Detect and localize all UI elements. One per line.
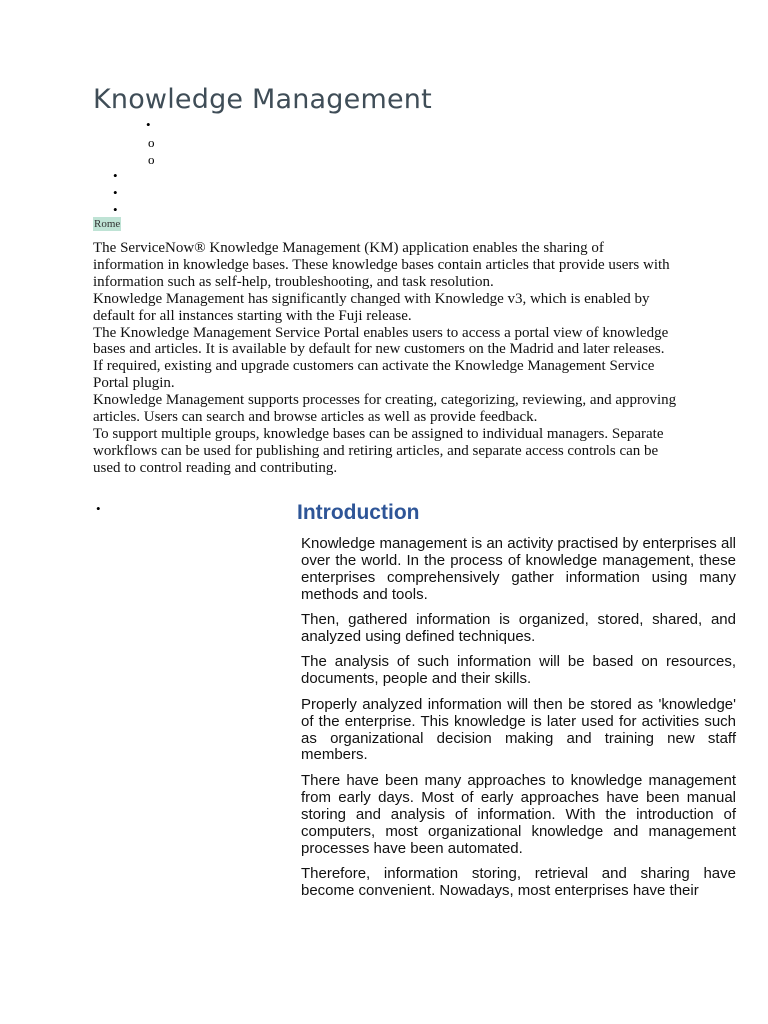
list-bullet-sub: o bbox=[148, 152, 155, 167]
section-heading: Introduction bbox=[297, 501, 420, 524]
intro-paragraph: Then, gathered information is organized, stored, shared, and analyzed using defined techniques. bbox=[301, 611, 736, 646]
list-bullet: • bbox=[113, 202, 118, 217]
intro-paragraph: Knowledge management is an activity practised by enterprises all over the world. In the process of knowledge management, these enterprises comprehensively gather information using many methods and tools. bbox=[301, 535, 736, 603]
intro-paragraph: Therefore, information storing, retrieval and sharing have become convenient. Nowadays, most enterprises have their bbox=[301, 864, 736, 899]
summary-paragraph: The Knowledge Management Service Portal enables users to access a portal view of knowledge bases and articles. It is available by default for new customers on the Madrid and later releases. If required, existing and upgrade customers can activate the Knowledge Management Service Portal plugin. bbox=[93, 324, 669, 392]
list-bullet-sub: o bbox=[148, 135, 155, 150]
summary-paragraph: Knowledge Management has significantly changed with Knowledge v3, which is enabled by default for all instances starting with the Fuji release. bbox=[93, 290, 650, 324]
summary-paragraph: Knowledge Management supports processes for creating, categorizing, reviewing, and approving articles. Users can search and browse articles as well as provide feedback. bbox=[93, 392, 677, 426]
list-bullet: • bbox=[146, 117, 151, 132]
page-title: Knowledge Management bbox=[93, 84, 432, 115]
summary-section bbox=[93, 240, 678, 477]
intro-paragraph: There have been many approaches to knowledge management from early days. Most of early approaches have been manual storing and analysis of information. With the introduction of computers, most organizational knowledge and management processes have been automated. bbox=[301, 771, 736, 857]
intro-paragraph: The analysis of such information will be based on resources, documents, people and their skills. bbox=[301, 653, 736, 688]
list-bullet: • bbox=[113, 185, 118, 200]
intro-paragraph: Properly analyzed information will then be stored as 'knowledge' of the enterprise. This knowledge is later used for activities such as organizational decision making and training new staff members. bbox=[301, 695, 736, 764]
summary-paragraph: The ServiceNow® Knowledge Management (KM) application enables the sharing of information in knowledge bases. These knowledge bases contain articles that provide users with information such as self-help, troubleshooting, and task resolution. bbox=[93, 240, 670, 290]
list-bullet: • bbox=[113, 168, 118, 183]
summary-paragraph: To support multiple groups, knowledge bases can be assigned to individual managers. Separate workflows can be used for publishing and retiring articles, and separate access controls can be used to control reading and contributing. bbox=[93, 425, 664, 476]
release-tag: Rome bbox=[94, 218, 121, 230]
intro-bullet: • bbox=[96, 501, 101, 516]
intro-section bbox=[301, 536, 736, 908]
